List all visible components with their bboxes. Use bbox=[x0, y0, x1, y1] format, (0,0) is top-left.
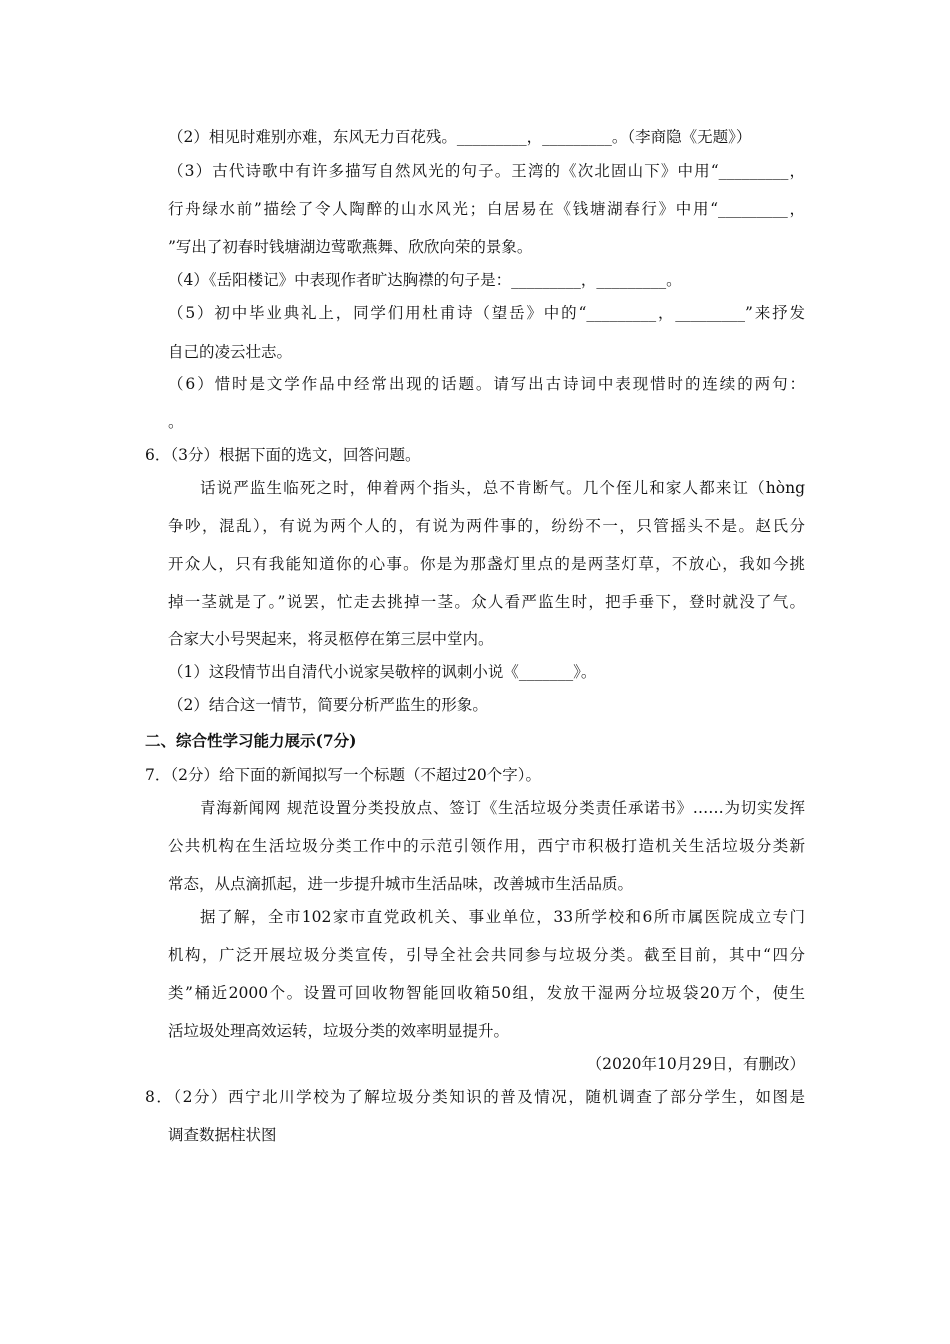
q6-1-line: （1）这段情节出自清代小说家吴敬梓的讽刺小说《_______》。 bbox=[168, 663, 597, 681]
q5-5-line-1: （5）初中毕业典礼上，同学们用杜甫诗（望岳》中的“_________，_________”来抒发 bbox=[168, 304, 805, 322]
passage-7-line-6: 类”桶近2000个。设置可回收物智能回收箱50组，发放干湿两分垃圾袋20万个，使生 bbox=[168, 984, 805, 1002]
question-8-line-1: 8．（2分）西宁北川学校为了解垃圾分类知识的普及情况，随机调查了部分学生，如图是 bbox=[145, 1088, 805, 1106]
q5-3-line-3: ”写出了初春时钱塘湖边莺歌燕舞、欣欣向荣的景象。 bbox=[168, 238, 533, 256]
passage-6-line-1: 话说严监生临死之时，伸着两个指头，总不肯断气。几个侄儿和家人都来讧（hòng bbox=[200, 479, 805, 497]
section-2-heading: 二、综合性学习能力展示(7分) bbox=[145, 731, 357, 750]
question-6-heading: 6．（3分）根据下面的选文，回答问题。 bbox=[145, 446, 421, 464]
q5-2-line: （2）相见时难别亦难，东风无力百花残。_________，_________。（李商隐《无题》） bbox=[168, 128, 752, 146]
question-8-line-2: 调查数据柱状图 bbox=[168, 1126, 277, 1144]
q5-6-line-2: 。 bbox=[168, 413, 184, 431]
q5-6-line-1: （6）惜时是文学作品中经常出现的话题。请写出古诗词中表现惜时的连续的两句： bbox=[168, 375, 805, 393]
passage-6-line-2: 争吵，混乱），有说为两个人的，有说为两件事的，纷纷不一，只管摇头不是。赵氏分 bbox=[168, 517, 805, 535]
passage-7-line-7: 活垃圾处理高效运转，垃圾分类的效率明显提升。 bbox=[168, 1022, 510, 1040]
passage-6-line-4: 掉一茎就是了。”说罢，忙走去挑掉一茎。众人看严监生时，把手垂下，登时就没了气。 bbox=[168, 593, 805, 611]
q5-4-line: （4）《岳阳楼记》中表现作者旷达胸襟的句子是：_________，_________。 bbox=[168, 271, 682, 289]
q5-5-line-2: 自己的凌云壮志。 bbox=[168, 343, 293, 361]
q6-2-line: （2）结合这一情节，简要分析严监生的形象。 bbox=[168, 696, 488, 714]
q5-3-line-2: 行舟绿水前”描绘了令人陶醉的山水风光；白居易在《钱塘湖春行》中用“_________， bbox=[168, 200, 805, 218]
question-7-heading: 7．（2分）给下面的新闻拟写一个标题（不超过20个字）。 bbox=[145, 766, 541, 784]
q5-3-line-1: （3）古代诗歌中有许多描写自然风光的句子。王湾的《次北固山下》中用“_________， bbox=[168, 162, 805, 180]
passage-6-line-5: 合家大小号哭起来，将灵柩停在第三层中堂内。 bbox=[168, 630, 494, 648]
passage-7-line-2: 公共机构在生活垃圾分类工作中的示范引领作用，西宁市积极打造机关生活垃圾分类新 bbox=[168, 837, 805, 855]
passage-6-line-3: 开众人，只有我能知道你的心事。你是为那盏灯里点的是两茎灯草，不放心，我如今挑 bbox=[168, 555, 805, 573]
passage-7-line-3: 常态，从点滴抓起，进一步提升城市生活品味，改善城市生活品质。 bbox=[168, 875, 634, 893]
passage-7-line-4: 据了解，全市102家市直党政机关、事业单位，33所学校和6所市属医院成立专门 bbox=[200, 908, 805, 926]
passage-7-source: （2020年10月29日，有删改） bbox=[586, 1055, 805, 1073]
passage-7-line-5: 机构，广泛开展垃圾分类宣传，引导全社会共同参与垃圾分类。截至目前，其中“四分 bbox=[168, 946, 805, 964]
passage-7-line-1: 青海新闻网 规范设置分类投放点、签订《生活垃圾分类责任承诺书》……为切实发挥 bbox=[200, 799, 805, 817]
